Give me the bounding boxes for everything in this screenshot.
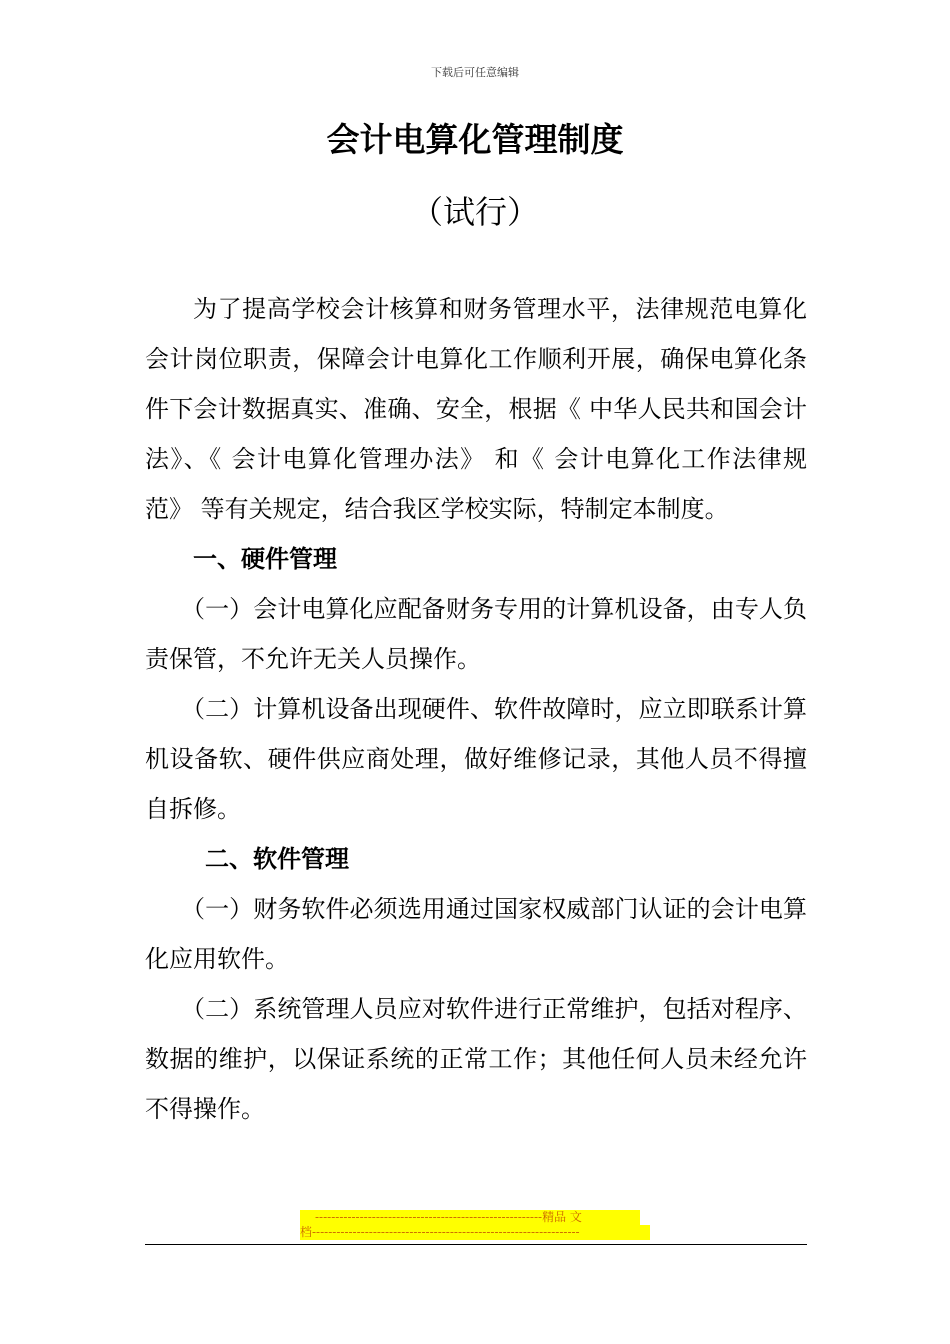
document-title: 会计电算化管理制度	[326, 120, 624, 159]
footer-watermark-line-2: 档------------------------------------------------------------------	[300, 1225, 650, 1240]
section-heading-hardware: 一、硬件管理	[193, 545, 337, 573]
section-heading-software: 二、软件管理	[205, 845, 349, 873]
hardware-item-2: （二）计算机设备出现硬件、软件故障时，应立即联系计算机设备软、硬件供应商处理，做好维修记录，其他人员不得擅自拆修。	[145, 695, 807, 823]
footer-watermark-line-1: --------------------------------------------------------精品 文	[300, 1210, 640, 1225]
footer-divider	[145, 1244, 807, 1245]
footer-watermark	[300, 1210, 650, 1240]
software-item-1: （一）财务软件必须选用通过国家权威部门认证的会计电算化应用软件。	[145, 895, 807, 973]
header-note: 下载后可任意编辑	[431, 66, 519, 79]
hardware-item-1: （一）会计电算化应配备财务专用的计算机设备，由专人负责保管，不允许无关人员操作。	[145, 595, 807, 673]
document-subtitle: （试行）	[410, 193, 539, 231]
intro-paragraph: 为了提高学校会计核算和财务管理水平，法律规范电算化会计岗位职责，保障会计电算化工作顺利开展，确保电算化条件下会计数据真实、准确、安全，根据《 中华人民共和国会计法》、《 会计电算化管理办法》 和《 会计电算化工作法律规范》 等有关规定，结合我区学校实际，特制定本制度。	[145, 295, 807, 523]
software-item-2: （二）系统管理人员应对软件进行正常维护，包括对程序、数据的维护，以保证系统的正常工作；其他任何人员未经允许不得操作。	[145, 995, 807, 1123]
document-body	[145, 284, 807, 1134]
